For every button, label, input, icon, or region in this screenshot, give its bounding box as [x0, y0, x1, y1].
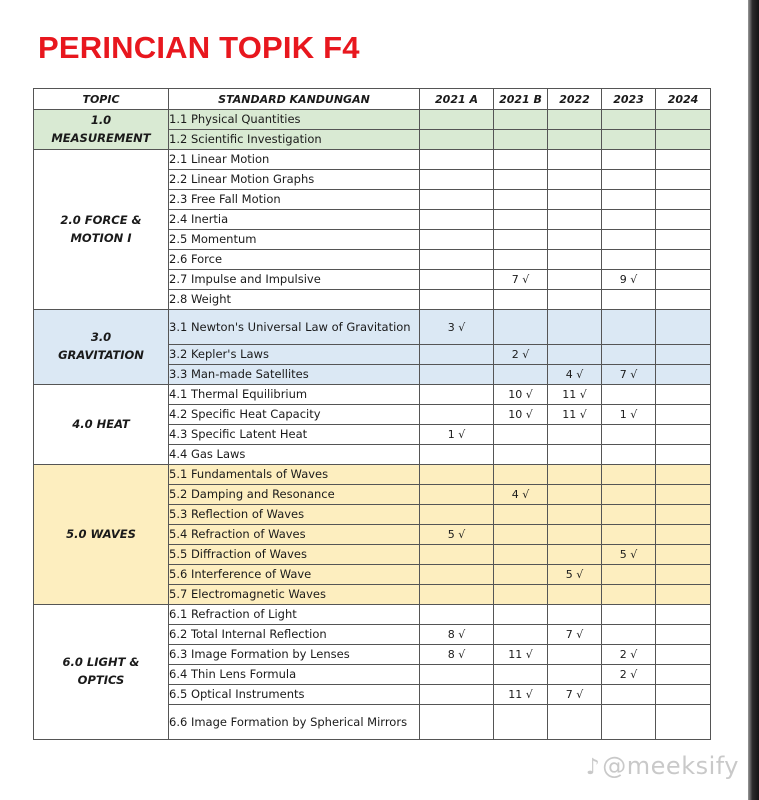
table-row — [34, 465, 711, 485]
header-row — [34, 89, 711, 110]
topic-cell — [34, 110, 169, 150]
year-mark-cell — [656, 685, 711, 705]
topic-cell — [34, 150, 169, 310]
standard-cell: 2.3 Free Fall Motion — [169, 190, 420, 210]
year-mark-cell — [656, 310, 711, 345]
year-mark-cell — [656, 645, 711, 665]
year-mark-cell — [548, 545, 602, 565]
year-mark-cell: 7 √ — [548, 625, 602, 645]
year-mark-cell — [494, 585, 548, 605]
year-mark-cell — [656, 290, 711, 310]
year-mark-cell — [602, 290, 656, 310]
topic-label: 5.0 WAVES — [66, 526, 136, 541]
year-mark-cell — [602, 310, 656, 345]
year-mark-cell — [656, 465, 711, 485]
standard-cell: 5.1 Fundamentals of Waves — [169, 465, 420, 485]
year-mark-cell — [602, 385, 656, 405]
year-mark-cell — [656, 365, 711, 385]
standard-cell: 1.2 Scientific Investigation — [169, 130, 420, 150]
topic-cell — [34, 310, 169, 385]
standard-cell: 5.5 Diffraction of Waves — [169, 545, 420, 565]
topic-label: 3.0 — [90, 330, 112, 345]
year-mark-cell: 2 √ — [602, 645, 656, 665]
year-mark-cell — [548, 150, 602, 170]
year-mark-cell — [420, 585, 494, 605]
year-mark-cell — [548, 665, 602, 685]
year-mark-cell — [548, 445, 602, 465]
table-row — [34, 310, 711, 345]
year-mark-cell — [548, 110, 602, 130]
year-mark-cell — [656, 445, 711, 465]
topic-label: GRAVITATION — [58, 348, 144, 362]
year-mark-cell: 8 √ — [420, 625, 494, 645]
year-mark-cell: 7 √ — [548, 685, 602, 705]
year-mark-cell: 2 √ — [602, 665, 656, 685]
year-mark-cell — [548, 705, 602, 740]
year-mark-cell — [602, 250, 656, 270]
year-mark-cell — [602, 565, 656, 585]
col-header-topic: TOPIC — [34, 89, 169, 110]
year-mark-cell — [420, 485, 494, 505]
year-mark-cell: 11 √ — [494, 685, 548, 705]
year-mark-cell — [548, 310, 602, 345]
year-mark-cell — [656, 625, 711, 645]
year-mark-cell — [494, 190, 548, 210]
topic-label: 6.0 LIGHT & — [62, 655, 140, 670]
year-mark-cell — [656, 385, 711, 405]
year-mark-cell — [494, 170, 548, 190]
year-mark-cell — [494, 665, 548, 685]
year-mark-cell — [602, 505, 656, 525]
year-mark-cell: 10 √ — [494, 385, 548, 405]
standard-cell: 4.3 Specific Latent Heat — [169, 425, 420, 445]
year-mark-cell — [656, 250, 711, 270]
topic-label: 1.0 — [90, 112, 112, 127]
standard-cell: 2.8 Weight — [169, 290, 420, 310]
year-mark-cell — [656, 210, 711, 230]
year-mark-cell — [494, 150, 548, 170]
year-mark-cell — [656, 585, 711, 605]
year-mark-cell — [420, 190, 494, 210]
year-mark-cell — [602, 130, 656, 150]
standard-cell: 6.2 Total Internal Reflection — [169, 625, 420, 645]
topic-label: OPTICS — [77, 673, 125, 687]
year-mark-cell — [548, 210, 602, 230]
year-mark-cell — [602, 150, 656, 170]
topic-cell — [34, 385, 169, 465]
year-mark-cell — [602, 190, 656, 210]
year-mark-cell — [420, 505, 494, 525]
standard-cell: 1.1 Physical Quantities — [169, 110, 420, 130]
year-mark-cell: 7 √ — [602, 365, 656, 385]
standard-cell: 4.2 Specific Heat Capacity — [169, 405, 420, 425]
year-mark-cell — [548, 345, 602, 365]
year-mark-cell — [602, 110, 656, 130]
standard-cell: 6.3 Image Formation by Lenses — [169, 645, 420, 665]
col-header-2021b: 2021 B — [494, 89, 548, 110]
col-header-2024: 2024 — [656, 89, 711, 110]
year-mark-cell — [656, 565, 711, 585]
col-header-2022: 2022 — [548, 89, 602, 110]
year-mark-cell — [602, 605, 656, 625]
year-mark-cell — [494, 110, 548, 130]
year-mark-cell — [602, 685, 656, 705]
year-mark-cell — [494, 365, 548, 385]
year-mark-cell — [420, 685, 494, 705]
year-mark-cell — [420, 150, 494, 170]
year-mark-cell: 11 √ — [548, 405, 602, 425]
year-mark-cell — [602, 465, 656, 485]
year-mark-cell: 5 √ — [548, 565, 602, 585]
standard-cell: 5.7 Electromagnetic Waves — [169, 585, 420, 605]
topic-table — [33, 88, 711, 740]
year-mark-cell — [548, 290, 602, 310]
year-mark-cell: 7 √ — [494, 270, 548, 290]
year-mark-cell: 2 √ — [494, 345, 548, 365]
standard-cell: 2.2 Linear Motion Graphs — [169, 170, 420, 190]
year-mark-cell — [548, 130, 602, 150]
year-mark-cell — [602, 425, 656, 445]
standard-cell: 5.4 Refraction of Waves — [169, 525, 420, 545]
year-mark-cell — [420, 385, 494, 405]
table-row — [34, 110, 711, 130]
year-mark-cell — [656, 270, 711, 290]
year-mark-cell — [420, 705, 494, 740]
tiktok-note-icon: ♪ — [585, 755, 601, 780]
page-title: PERINCIAN TOPIK F4 — [38, 30, 360, 65]
year-mark-cell — [656, 170, 711, 190]
standard-cell: 6.6 Image Formation by Spherical Mirrors — [169, 705, 420, 740]
col-header-standard: STANDARD KANDUNGAN — [169, 89, 420, 110]
year-mark-cell: 11 √ — [548, 385, 602, 405]
year-mark-cell: 11 √ — [494, 645, 548, 665]
standard-cell: 5.2 Damping and Resonance — [169, 485, 420, 505]
year-mark-cell — [420, 110, 494, 130]
standard-cell: 2.7 Impulse and Impulsive — [169, 270, 420, 290]
year-mark-cell: 10 √ — [494, 405, 548, 425]
standard-cell: 3.1 Newton's Universal Law of Gravitation — [169, 310, 420, 345]
year-mark-cell — [656, 110, 711, 130]
year-mark-cell — [494, 705, 548, 740]
year-mark-cell — [656, 150, 711, 170]
topic-label: MEASUREMENT — [51, 130, 151, 145]
topic-label: MOTION I — [70, 230, 132, 245]
table-body — [34, 110, 711, 740]
year-mark-cell — [420, 210, 494, 230]
watermark — [586, 752, 739, 780]
standard-cell: 4.1 Thermal Equilibrium — [169, 385, 420, 405]
year-mark-cell — [420, 565, 494, 585]
year-mark-cell — [548, 525, 602, 545]
year-mark-cell: 4 √ — [494, 485, 548, 505]
standard-cell: 5.6 Interference of Wave — [169, 565, 420, 585]
year-mark-cell — [602, 210, 656, 230]
standard-cell: 3.2 Kepler's Laws — [169, 345, 420, 365]
year-mark-cell — [420, 170, 494, 190]
col-header-2021a: 2021 A — [420, 89, 494, 110]
year-mark-cell — [656, 505, 711, 525]
year-mark-cell — [602, 525, 656, 545]
year-mark-cell — [494, 425, 548, 445]
year-mark-cell: 5 √ — [420, 525, 494, 545]
year-mark-cell — [494, 465, 548, 485]
year-mark-cell: 5 √ — [602, 545, 656, 565]
year-mark-cell: 1 √ — [420, 425, 494, 445]
year-mark-cell — [548, 170, 602, 190]
year-mark-cell — [656, 230, 711, 250]
topic-cell — [34, 605, 169, 740]
table-row — [34, 605, 711, 625]
year-mark-cell — [420, 605, 494, 625]
year-mark-cell — [494, 250, 548, 270]
year-mark-cell — [420, 545, 494, 565]
standard-cell: 6.1 Refraction of Light — [169, 605, 420, 625]
year-mark-cell — [602, 485, 656, 505]
year-mark-cell — [602, 705, 656, 740]
year-mark-cell — [494, 565, 548, 585]
year-mark-cell: 3 √ — [420, 310, 494, 345]
year-mark-cell — [494, 210, 548, 230]
year-mark-cell — [602, 445, 656, 465]
table-row — [34, 385, 711, 405]
page-edge-shadow — [748, 0, 759, 800]
year-mark-cell — [602, 345, 656, 365]
year-mark-cell — [656, 525, 711, 545]
year-mark-cell — [548, 230, 602, 250]
year-mark-cell — [602, 170, 656, 190]
year-mark-cell — [548, 425, 602, 445]
year-mark-cell — [420, 345, 494, 365]
year-mark-cell — [420, 250, 494, 270]
year-mark-cell — [420, 290, 494, 310]
year-mark-cell — [420, 665, 494, 685]
standard-cell: 2.4 Inertia — [169, 210, 420, 230]
year-mark-cell — [656, 545, 711, 565]
year-mark-cell — [420, 365, 494, 385]
year-mark-cell — [548, 645, 602, 665]
year-mark-cell — [656, 425, 711, 445]
year-mark-cell — [420, 465, 494, 485]
year-mark-cell: 8 √ — [420, 645, 494, 665]
col-header-2023: 2023 — [602, 89, 656, 110]
year-mark-cell — [656, 665, 711, 685]
year-mark-cell — [656, 130, 711, 150]
year-mark-cell — [548, 585, 602, 605]
year-mark-cell — [420, 405, 494, 425]
standard-cell: 6.4 Thin Lens Formula — [169, 665, 420, 685]
standard-cell: 6.5 Optical Instruments — [169, 685, 420, 705]
year-mark-cell — [602, 585, 656, 605]
standard-cell: 5.3 Reflection of Waves — [169, 505, 420, 525]
year-mark-cell — [494, 525, 548, 545]
year-mark-cell — [656, 605, 711, 625]
year-mark-cell — [494, 230, 548, 250]
standard-cell: 2.6 Force — [169, 250, 420, 270]
year-mark-cell — [656, 405, 711, 425]
year-mark-cell — [656, 345, 711, 365]
year-mark-cell — [548, 270, 602, 290]
standard-cell: 2.1 Linear Motion — [169, 150, 420, 170]
year-mark-cell — [548, 465, 602, 485]
year-mark-cell — [420, 230, 494, 250]
year-mark-cell — [494, 445, 548, 465]
year-mark-cell — [548, 605, 602, 625]
year-mark-cell — [420, 270, 494, 290]
year-mark-cell — [548, 485, 602, 505]
year-mark-cell — [656, 485, 711, 505]
topic-label: 4.0 HEAT — [72, 416, 130, 431]
year-mark-cell — [656, 190, 711, 210]
year-mark-cell — [494, 310, 548, 345]
year-mark-cell: 9 √ — [602, 270, 656, 290]
year-mark-cell — [602, 625, 656, 645]
table-row — [34, 150, 711, 170]
year-mark-cell — [494, 545, 548, 565]
topic-label: 2.0 FORCE & — [60, 212, 142, 227]
standard-cell: 3.3 Man-made Satellites — [169, 365, 420, 385]
year-mark-cell — [548, 250, 602, 270]
year-mark-cell — [494, 605, 548, 625]
topic-cell — [34, 465, 169, 605]
year-mark-cell — [656, 705, 711, 740]
year-mark-cell — [420, 445, 494, 465]
year-mark-cell — [602, 230, 656, 250]
year-mark-cell — [494, 130, 548, 150]
watermark-handle: @meeksify — [602, 752, 739, 780]
year-mark-cell — [420, 130, 494, 150]
year-mark-cell: 4 √ — [548, 365, 602, 385]
standard-cell: 2.5 Momentum — [169, 230, 420, 250]
year-mark-cell: 1 √ — [602, 405, 656, 425]
year-mark-cell — [494, 290, 548, 310]
year-mark-cell — [494, 505, 548, 525]
year-mark-cell — [494, 625, 548, 645]
year-mark-cell — [548, 505, 602, 525]
year-mark-cell — [548, 190, 602, 210]
standard-cell: 4.4 Gas Laws — [169, 445, 420, 465]
